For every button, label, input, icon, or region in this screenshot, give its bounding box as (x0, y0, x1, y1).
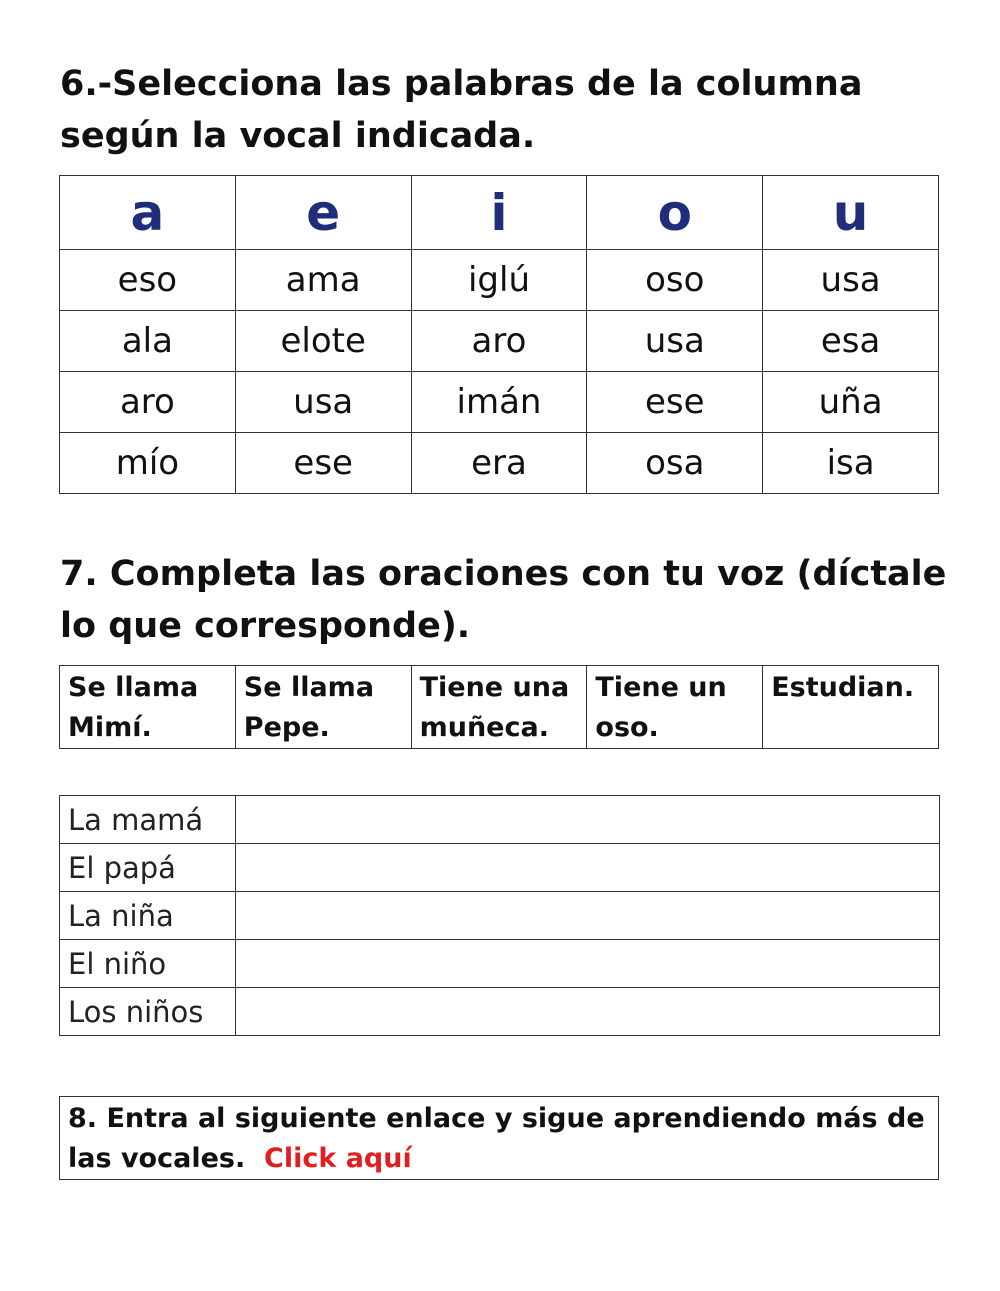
sentence-subject: Los niños (60, 988, 236, 1036)
word-cell[interactable]: mío (60, 433, 236, 494)
word-cell[interactable]: aro (60, 372, 236, 433)
answer-drop-zone[interactable] (236, 796, 940, 844)
answer-choice[interactable]: Estudian. (763, 666, 939, 749)
choices-row (60, 666, 939, 749)
sentence-subject: La niña (60, 892, 236, 940)
word-cell[interactable]: isa (763, 433, 939, 494)
answer-choice[interactable]: Tiene un oso. (587, 666, 763, 749)
answer-drop-zone[interactable] (236, 844, 940, 892)
vowel-header-u: u (763, 176, 939, 250)
word-row (60, 250, 939, 311)
section-8-cell (60, 1097, 939, 1180)
word-cell[interactable]: uña (763, 372, 939, 433)
word-cell[interactable]: ala (60, 311, 236, 372)
sentence-completion-table (59, 795, 940, 1036)
sentence-row (60, 940, 940, 988)
answer-choice[interactable]: Se llama Mimí. (60, 666, 236, 749)
answer-choices-table (59, 665, 939, 749)
section-6-heading: 6.-Selecciona las palabras de la columna según la vocal indicada. (60, 64, 863, 156)
sentence-row (60, 988, 940, 1036)
section-8-instruction: 8. Entra al siguiente enlace y sigue aprendiendo más de las vocales. (68, 1103, 925, 1174)
section-7-heading: 7. Completa las oraciones con tu voz (díctale lo que corresponde). (60, 554, 947, 646)
word-cell[interactable]: aro (411, 311, 587, 372)
word-cell[interactable]: esa (763, 311, 939, 372)
answer-choice[interactable]: Tiene una muñeca. (411, 666, 587, 749)
word-cell[interactable]: osa (587, 433, 763, 494)
vowel-selection-table (59, 175, 939, 494)
sentence-row (60, 892, 940, 940)
word-row (60, 311, 939, 372)
word-row (60, 433, 939, 494)
answer-drop-zone[interactable] (236, 940, 940, 988)
vowel-header-row (60, 176, 939, 250)
word-row (60, 372, 939, 433)
vowel-header-a: a (60, 176, 236, 250)
sentence-subject: El niño (60, 940, 236, 988)
vowel-header-i: i (411, 176, 587, 250)
section-8-box (59, 1096, 939, 1180)
word-cell[interactable]: ama (235, 250, 411, 311)
answer-choice[interactable]: Se llama Pepe. (235, 666, 411, 749)
vowel-header-o: o (587, 176, 763, 250)
word-cell[interactable]: elote (235, 311, 411, 372)
word-cell[interactable]: imán (411, 372, 587, 433)
answer-drop-zone[interactable] (236, 892, 940, 940)
word-cell[interactable]: oso (587, 250, 763, 311)
vowel-header-e: e (235, 176, 411, 250)
word-cell[interactable]: era (411, 433, 587, 494)
word-cell[interactable]: ese (235, 433, 411, 494)
word-cell[interactable]: eso (60, 250, 236, 311)
word-cell[interactable]: ese (587, 372, 763, 433)
word-cell[interactable]: iglú (411, 250, 587, 311)
sentence-subject: El papá (60, 844, 236, 892)
word-cell[interactable]: usa (235, 372, 411, 433)
word-cell[interactable]: usa (763, 250, 939, 311)
section-8-row (60, 1097, 939, 1180)
click-here-link[interactable]: Click aquí (264, 1143, 412, 1174)
sentence-row (60, 844, 940, 892)
word-cell[interactable]: usa (587, 311, 763, 372)
sentence-subject: La mamá (60, 796, 236, 844)
sentence-row (60, 796, 940, 844)
answer-drop-zone[interactable] (236, 988, 940, 1036)
